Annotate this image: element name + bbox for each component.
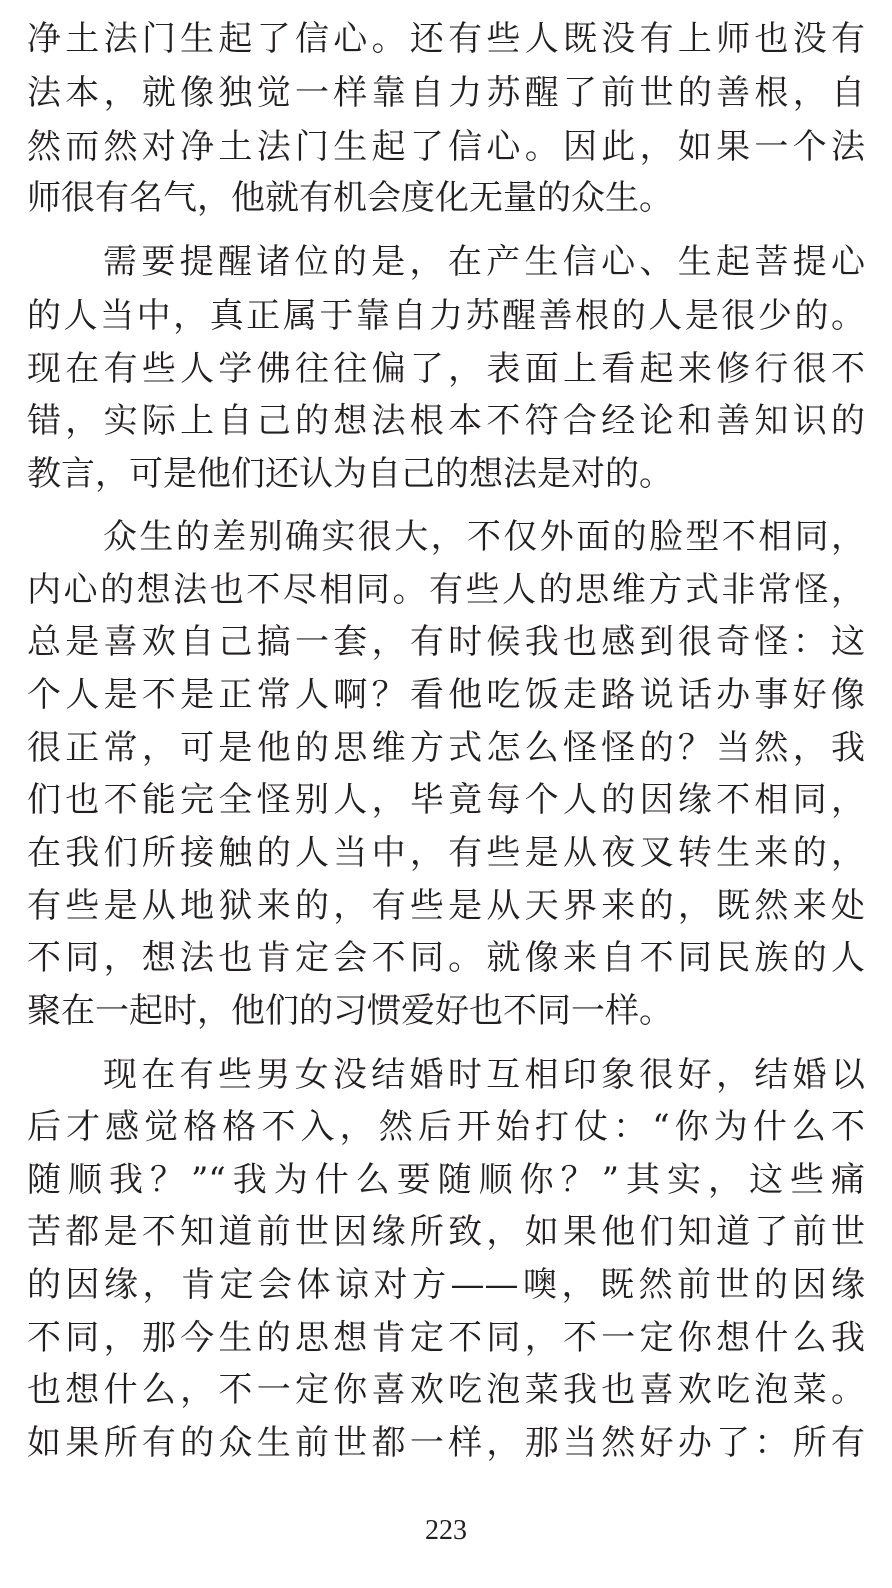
- text-line: 然而然对净土法门生起了信心。因此，如果一个法: [27, 127, 865, 167]
- text-line: 在我们所接触的人当中，有些是从夜叉转生来的，: [27, 833, 865, 873]
- text-line: 内心的想法也不尽相同。有些人的思维方式非常怪，: [27, 570, 865, 610]
- text-line: 众生的差别确实很大，不仅外面的脸型不相同，: [103, 517, 865, 557]
- text-line: 不同，那今生的思想肯定不同，不一定你想什么我: [27, 1318, 865, 1358]
- text-line: 后才感觉格格不入，然后开始打仗：“你为什么不: [27, 1107, 865, 1147]
- text-line: 个人是不是正常人啊？看他吃饭走路说话办事好像: [27, 675, 865, 715]
- text-line: 现在有些人学佛往往偏了，表面上看起来修行很不: [27, 349, 865, 389]
- text-line: 不同，想法也肯定会不同。就像来自不同民族的人: [27, 938, 865, 978]
- text-line: 如果所有的众生前世都一样，那当然好办了：所有: [27, 1423, 865, 1463]
- text-line: 的人当中，真正属于靠自力苏醒善根的人是很少的。: [27, 296, 865, 336]
- text-line: 现在有些男女没结婚时互相印象很好，结婚以: [103, 1055, 865, 1095]
- text-line: 需要提醒诸位的是，在产生信心、生起菩提心: [103, 242, 865, 282]
- text-line: 总是喜欢自己搞一套，有时候我也感到很奇怪：这: [27, 622, 865, 662]
- text-line: 错，实际上自己的想法根本不符合经论和善知识的: [27, 401, 865, 441]
- text-line: 们也不能完全怪别人，毕竟每个人的因缘不相同，: [27, 780, 865, 820]
- text-line: 的因缘，肯定会体谅对方——噢，既然前世的因缘: [27, 1265, 865, 1305]
- text-line: 也想什么，不一定你喜欢吃泡菜我也喜欢吃泡菜。: [27, 1370, 865, 1410]
- text-line: 净土法门生起了信心。还有些人既没有上师也没有: [27, 19, 865, 59]
- page-number: 223: [425, 1515, 467, 1546]
- text-line: 随顺我？”“我为什么要随顺你？”其实，这些痛: [27, 1160, 865, 1200]
- text-line: 法本，就像独觉一样靠自力苏醒了前世的善根，自: [27, 73, 865, 113]
- text-line: 有些是从地狱来的，有些是从天界来的，既然来处: [27, 886, 865, 926]
- text-line: 很正常，可是他的思维方式怎么怪怪的？当然，我: [27, 728, 865, 768]
- text-line: 聚在一起时，他们的习惯爱好也不同一样。: [27, 991, 673, 1031]
- text-line: 教言，可是他们还认为自己的想法是对的。: [27, 454, 673, 494]
- text-line: 苦都是不知道前世因缘所致，如果他们知道了前世: [27, 1212, 865, 1252]
- text-line: 师很有名气，他就有机会度化无量的众生。: [27, 178, 673, 218]
